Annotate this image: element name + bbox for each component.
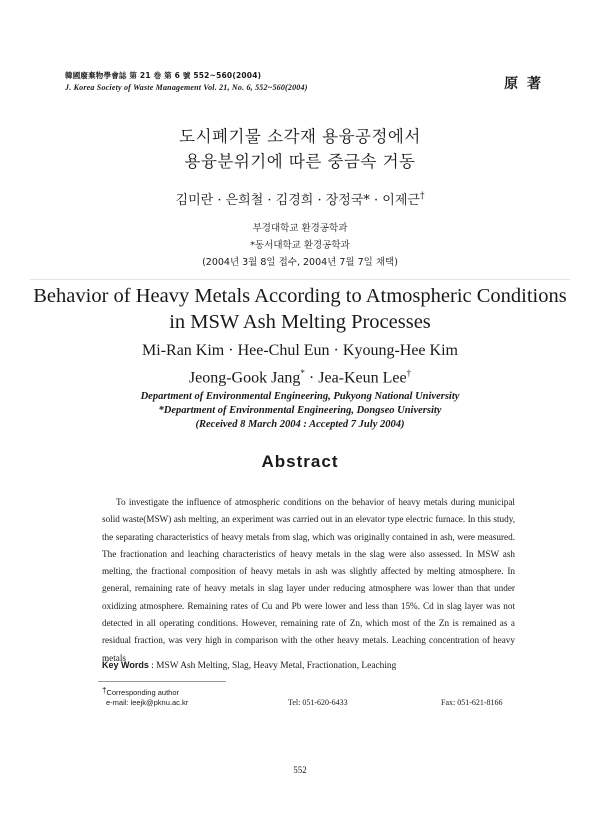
english-title bbox=[0, 283, 600, 335]
footnote-dagger: † bbox=[102, 686, 107, 695]
abstract-body bbox=[102, 494, 515, 667]
journal-title-korean: 韓國廢棄物學會誌 第 21 卷 第 6 號 552~560(2004) bbox=[65, 71, 262, 80]
page-number: 552 bbox=[293, 765, 307, 775]
footnote-rule bbox=[98, 681, 226, 682]
abstract-heading: Abstract bbox=[261, 452, 339, 471]
english-affiliation-1: Department of Environmental Engineering, Pukyong National University bbox=[140, 391, 460, 402]
korean-title-line-2: 용융분위기에 따른 중금속 거동 bbox=[184, 152, 416, 171]
keywords-label: Key Words bbox=[102, 660, 149, 670]
author-dagger-mark: † bbox=[406, 368, 412, 378]
corresponding-author-label: Corresponding author bbox=[106, 688, 179, 697]
abstract-paragraph: To investigate the influence of atmospheric conditions on the behavior of heavy metals during municipal solid waste(MSW) ash melting, an experiment was carried out in an elevator type electric furnace. In this study, the separating characteristics of heavy metals from slag, which was originally contained in ash, were measured. The fractionation and leaching characteristics of heavy metals in the slag were also assessed. In MSW ash melting, the fractional composition of heavy metals in ash was slightly affected by melting atmosphere. In general, remaining rate of heavy metals in slag layer under reducing atmosphere was lower than that under oxidizing atmosphere. Remaining rates of Cu and Pb were lower and less than 15%. Cd in slag layer was not detected in all operating conditions. However, remaining rate of Zn, which most of the Zn is remained as a residual fraction, was very high in comparison with the other heavy metals. Leaching concentration of heavy metals bbox=[102, 497, 515, 663]
english-title-line-1: Behavior of Heavy Metals According to Atmospheric Conditions bbox=[33, 285, 567, 307]
english-authors-line-2 bbox=[0, 362, 600, 389]
author-lee: · Jea-Keun Lee bbox=[304, 369, 407, 387]
korean-affiliations bbox=[0, 220, 600, 271]
author-star-mark: * bbox=[300, 368, 305, 378]
korean-affiliation-1: 부경대학교 환경공학과 bbox=[252, 223, 348, 234]
keywords-text: MSW Ash Melting, Slag, Heavy Metal, Fractionation, Leaching bbox=[156, 661, 397, 671]
author-jang: Jeong-Gook Jang bbox=[188, 369, 301, 387]
english-affiliations bbox=[0, 390, 600, 432]
section-divider bbox=[30, 279, 570, 280]
korean-authors bbox=[0, 189, 600, 208]
keywords-line bbox=[102, 660, 396, 671]
footnote-tel: Tel: 051-620-6433 bbox=[288, 698, 348, 707]
article-type-badge: 原 著 bbox=[504, 76, 543, 92]
english-authors-line-1: Mi-Ran Kim · Hee-Chul Eun · Kyoung-Hee Kim bbox=[142, 342, 458, 359]
keywords-separator: : bbox=[148, 661, 157, 671]
korean-title-line-1: 도시폐기물 소각재 용융공정에서 bbox=[179, 127, 421, 146]
journal-title-english: J. Korea Society of Waste Management Vol. 21, No. 6, 552~560(2004) bbox=[65, 83, 308, 92]
english-received-dates: (Received 8 March 2004 : Accepted 7 July 2004) bbox=[195, 419, 405, 430]
english-affiliation-2: *Department of Environmental Engineering, Dongseo University bbox=[158, 405, 442, 416]
footnote-fax: Fax: 051-621-8166 bbox=[441, 698, 503, 707]
english-title-line-2: in MSW Ash Melting Processes bbox=[169, 311, 431, 333]
korean-author-list: 김미란 · 은희철 · 김경희 · 장정국* · 이제근 bbox=[175, 193, 420, 208]
journal-header bbox=[65, 70, 308, 94]
footnote-email: e-mail: leejk@pknu.ac.kr bbox=[106, 698, 189, 707]
english-authors bbox=[0, 339, 600, 389]
corresponding-author-mark: † bbox=[419, 191, 425, 202]
korean-affiliation-2: *동서대학교 환경공학과 bbox=[250, 240, 350, 251]
korean-title bbox=[0, 124, 600, 174]
korean-received-dates: (2004년 3월 8일 접수, 2004년 7월 7일 채택) bbox=[202, 257, 398, 268]
